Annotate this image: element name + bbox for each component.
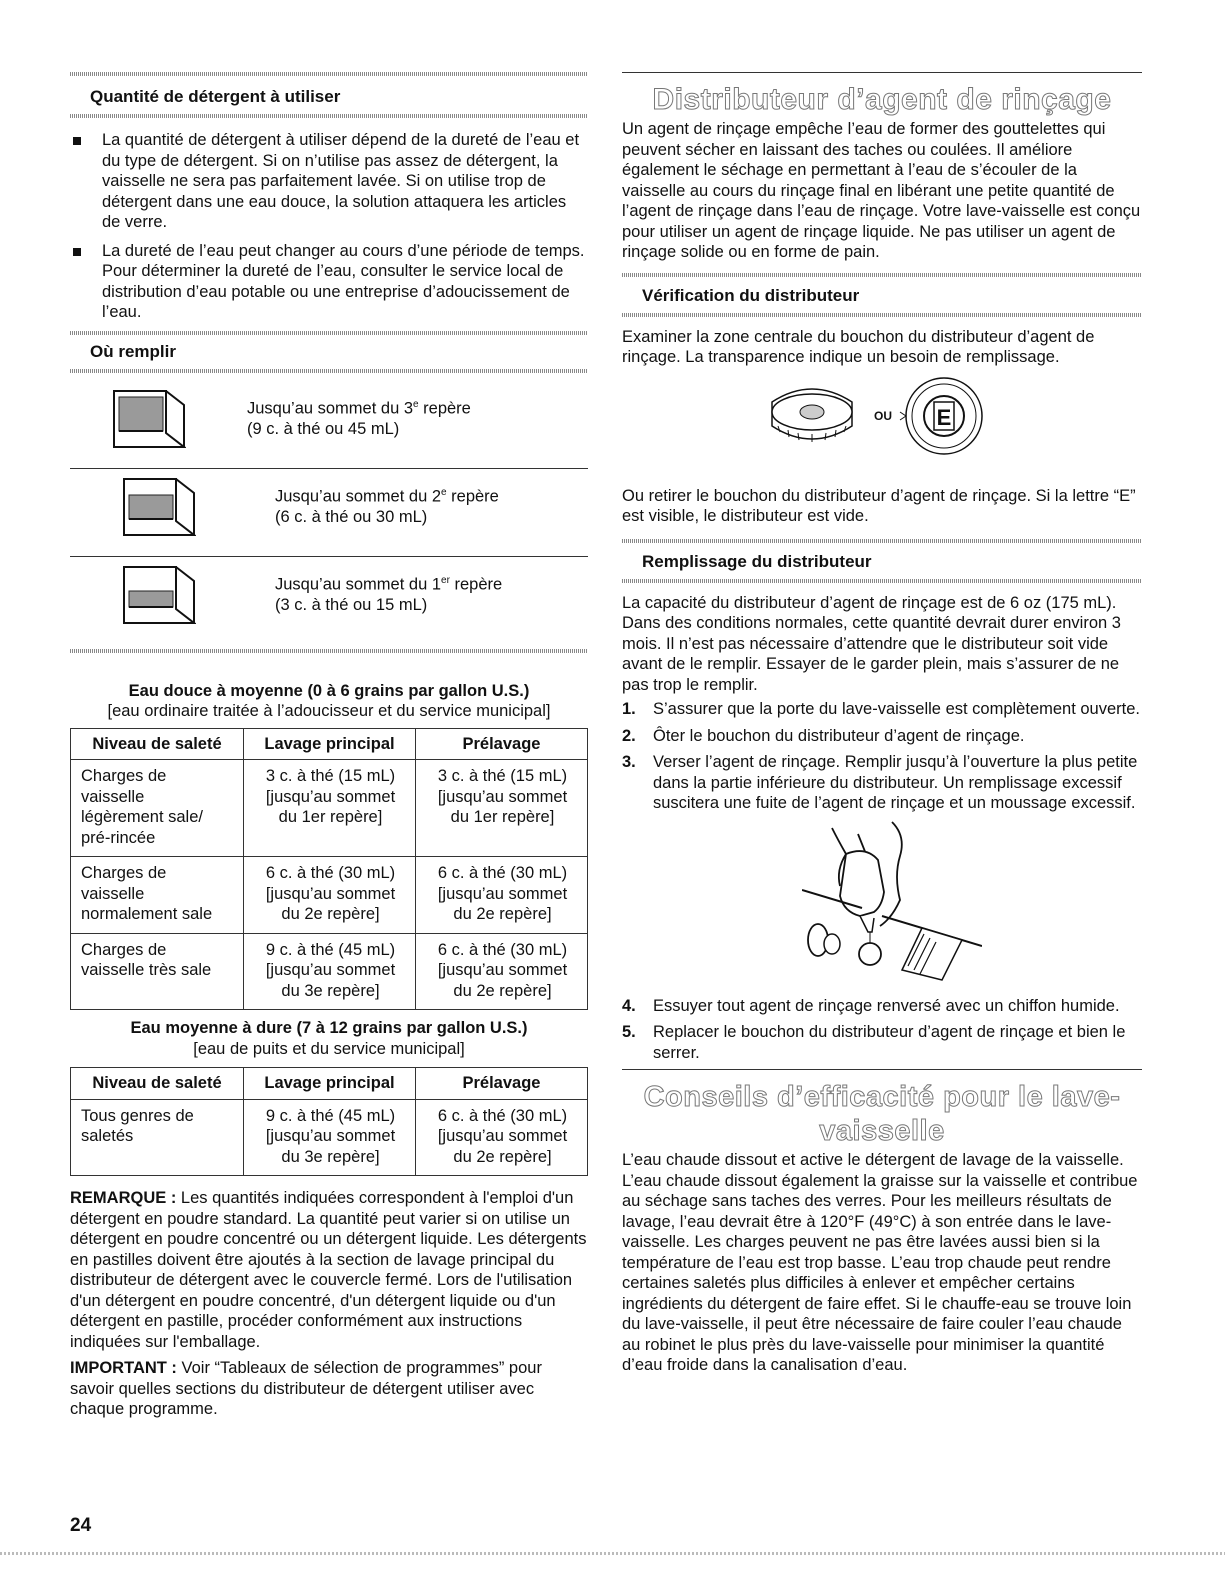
table-cell: 9 c. à thé (45 mL) [jusqu’au sommet du 3e repère] [244, 1099, 416, 1176]
section-rule [622, 1069, 1142, 1070]
or-label: OU [874, 408, 892, 423]
table-cell: 6 c. à thé (30 mL) [jusqu’au sommet du 2e repère] [416, 933, 588, 1010]
table-cell: 6 c. à thé (30 mL) [jusqu’au sommet du 2e repère] [416, 857, 588, 934]
detergent-quantity-heading: Quantité de détergent à utiliser [90, 87, 341, 106]
step-text: Ôter le bouchon du distributeur d’agent de rinçage. [653, 726, 1025, 745]
column-header: Lavage principal [244, 1068, 416, 1100]
fill-level-line-end: repère [418, 399, 471, 417]
cap-indicator-icon [762, 382, 862, 448]
dispenser-check-text: Examiner la zone centrale du bouchon du distributeur d’agent de rinçage. La transparence indique un besoin de remplissage. [622, 327, 1095, 366]
remarque-text: Les quantités indiquées correspondent à l'emploi d'un détergent en poudre standard. La quantité peut varier si on utilise un détergent en poudre concentré ou un détergent liquide. Les détergents en pastilles doivent être ajoutés à la section de lavage principal du distributeur de détergent avec le couvercle fermé. Lors de l'utilisation d'un détergent en poudre concentré, d'un détergent liquide ou d'un détergent en pastille, procéder conformément aux instructions indiquées sur l'emballage. [70, 1189, 587, 1351]
fill-level-row-1 [70, 557, 588, 649]
section-divider [70, 369, 588, 373]
table-cell: 3 c. à thé (15 mL) [jusqu’au sommet du 1er repère] [244, 760, 416, 857]
section-rule [622, 72, 1142, 73]
important-label: IMPORTANT : [70, 1359, 177, 1377]
fill-level-text [275, 483, 595, 528]
table-row [71, 933, 588, 1010]
hard-water-table [70, 1067, 588, 1176]
fill-level-row-2 [70, 469, 588, 557]
column-header: Prélavage [416, 1068, 588, 1100]
step-item [622, 1022, 1142, 1063]
table-header-row [71, 728, 588, 760]
step-item [622, 752, 1142, 814]
fill-steps-list-2 [622, 996, 1142, 1064]
pouring-rinse-aid-icon [802, 820, 982, 988]
section-divider [622, 539, 1142, 543]
soft-water-table-title: Eau douce à moyenne (0 à 6 grains par gallon U.S.) [128, 681, 530, 700]
step-number: 5. [622, 1023, 636, 1041]
step-item [622, 699, 1142, 720]
right-column [622, 0, 1142, 1376]
ordinal-suffix: e [441, 486, 447, 498]
table-header-row [71, 1068, 588, 1100]
step-text: S’assurer que la porte du lave-vaisselle est complètement ouverte. [653, 700, 1140, 718]
efficiency-tips-text: L’eau chaude dissout et active le détergent de lavage de la vaisselle. L’eau chaude dissout également la graisse sur la vaisselle et contribue au séchage sans taches des verres. Pour les meilleurs résultats de lavage, l’eau devrait être à 120°F (49°C) à son entrée dans le lave-vaisselle. Les charges peuvent ne pas être lavées aussi bien si la température de l’eau est trop basse. L’eau trop chaude peut rendre certaines saletés plus difficiles à enlever et empêcher certains ingrédients du détergent de faire effet. Si le chauffe-eau se trouve loin du lave-vaisselle, il peut être nécessaire de faire couler l’eau chaude au robinet le plus près du lave-vaisselle pour minimiser la quantité d’eau froide dans la canalisation d’eau. [622, 1151, 1138, 1374]
section-divider [622, 273, 1142, 277]
page-bottom-rule [0, 1552, 1225, 1555]
step-item [622, 726, 1142, 747]
step-number: 4. [622, 996, 636, 1015]
hard-water-table-subtitle: [eau de puits et du service municipal] [193, 1039, 465, 1058]
fill-level-amount: (9 c. à thé ou 45 mL) [247, 419, 400, 438]
section-divider [622, 313, 1142, 317]
section-divider [70, 114, 588, 118]
column-header: Prélavage [416, 728, 588, 760]
step-text: Essuyer tout agent de rinçage renversé avec un chiffon humide. [653, 996, 1120, 1015]
column-header: Niveau de saleté [71, 1068, 244, 1100]
dispenser-check-text-2: Ou retirer le bouchon du distributeur d’agent de rinçage. Si la lettre “E” est visible, le distributeur est vide. [622, 486, 1136, 525]
hard-water-table-title: Eau moyenne à dure (7 à 12 grains par gallon U.S.) [130, 1019, 528, 1037]
cap-empty-indicator-icon [896, 374, 984, 458]
table-cell: Tous genres de saletés [71, 1099, 244, 1176]
rinse-aid-dispenser-title: Distributeur d’agent de rinçage [652, 83, 1112, 116]
dispenser-check-heading: Vérification du distributeur [642, 285, 860, 305]
detergent-cup-2-icon [120, 475, 196, 539]
fill-level-amount: (3 c. à thé ou 15 mL) [275, 595, 428, 614]
section-divider [70, 649, 588, 653]
table-cell: Charges de vaisselle légèrement sale/ pré-rincée [71, 760, 244, 857]
efficiency-tips-title: Conseils d’efficacité pour le lave-vaisselle [643, 1081, 1121, 1147]
column-header: Niveau de saleté [71, 728, 244, 760]
bullet-item: La quantité de détergent à utiliser dépend de la dureté de l’eau et du type de détergent. Si on n’utilise pas assez de détergent, la vaisselle ne sera pas parfaitement lavée. Si on utilise trop de détergent dans une eau douce, la solution attaquera les articles de verre. [70, 130, 588, 233]
fill-level-line: Jusqu’au sommet du 1 [275, 575, 442, 593]
step-text: Verser l’agent de rinçage. Remplir jusqu’à l’ouverture la plus petite dans la partie inférieure du distributeur. Un remplissage excessif suscitera une fuite de l’agent de rinçage et un moussage excessif. [653, 753, 1138, 812]
important-paragraph [70, 1358, 588, 1420]
rinse-aid-intro: Un agent de rinçage empêche l’eau de former des gouttelettes qui peuvent sécher en laissant des taches ou coulées. Il améliore également le séchage en permettant à l’eau de s’écouler de la vaisselle au cours du rinçage final en libérant une petite quantité de l’agent de rinçage dans l’eau de rinçage. Votre lave-vaisselle est conçu pour utiliser un agent de rinçage liquide. Ne pas utiliser un agent de rinçage solide ou en forme de pain. [622, 120, 1141, 261]
step-number: 1. [622, 700, 636, 718]
detergent-bullet-list [70, 130, 588, 323]
ordinal-suffix: e [413, 398, 419, 410]
table-cell: 3 c. à thé (15 mL) [jusqu’au sommet du 1er repère] [416, 760, 588, 857]
fill-level-line-end: repère [449, 575, 503, 593]
cap-letter: E [936, 404, 952, 430]
step-text: Replacer le bouchon du distributeur d’agent de rinçage et bien le serrer. [653, 1023, 1126, 1062]
fill-level-row-3 [70, 381, 588, 469]
left-column [70, 0, 588, 1420]
section-divider [622, 579, 1142, 583]
soft-water-table-subtitle: [eau ordinaire traitée à l’adoucisseur et du service municipal] [107, 702, 551, 720]
dispenser-cap-figure [622, 374, 1142, 472]
step-number: 3. [622, 753, 636, 771]
table-cell: Charges de vaisselle normalement sale [71, 857, 244, 934]
step-item [622, 996, 1142, 1017]
where-to-fill-heading: Où remplir [90, 341, 176, 361]
section-divider [70, 72, 588, 76]
step-number: 2. [622, 726, 636, 745]
fill-level-line-end: repère [446, 487, 499, 505]
table-row [71, 760, 588, 857]
soft-water-table [70, 728, 588, 1011]
fill-level-amount: (6 c. à thé ou 30 mL) [275, 507, 428, 526]
pouring-illustration [622, 820, 1142, 990]
table-cell: 9 c. à thé (45 mL) [jusqu’au sommet du 3e repère] [244, 933, 416, 1010]
ordinal-suffix: er [441, 574, 450, 586]
remarque-label: REMARQUE : [70, 1189, 177, 1207]
remarque-paragraph [70, 1188, 588, 1352]
table-row [71, 1099, 588, 1176]
fill-level-text [275, 571, 595, 616]
detergent-cup-1-icon [120, 563, 196, 627]
table-cell: Charges de vaisselle très sale [71, 933, 244, 1010]
bullet-item: La dureté de l’eau peut changer au cours d’une période de temps. Pour déterminer la dureté de l’eau, consulter le service local de distribution d’eau potable ou une entreprise d’adoucissement de l’eau. [70, 241, 588, 323]
fill-level-line: Jusqu’au sommet du 3 [247, 399, 414, 417]
fill-level-text [247, 395, 567, 440]
important-text: Voir “Tableaux de sélection de programmes” pour savoir quelles sections du distributeur de détergent utiliser avec chaque programme. [70, 1359, 542, 1418]
table-cell: 6 c. à thé (30 mL) [jusqu’au sommet du 2e repère] [244, 857, 416, 934]
section-divider [70, 331, 588, 335]
table-row [71, 857, 588, 934]
fill-level-line: Jusqu’au sommet du 2 [275, 487, 442, 505]
detergent-cup-3-icon [110, 387, 186, 451]
column-header: Lavage principal [244, 728, 416, 760]
fill-steps-list [622, 699, 1142, 814]
dispenser-fill-text: La capacité du distributeur d’agent de rinçage est de 6 oz (175 mL). Dans des conditions normales, cette quantité devrait durer environ 3 mois. Il n’est pas nécessaire d’attendre que le distributeur soit vide avant de le remplir. Essayer de le garder plein, mais s’assurer de ne pas trop le remplir. [622, 593, 1121, 694]
table-cell: 6 c. à thé (30 mL) [jusqu’au sommet du 2e repère] [416, 1099, 588, 1176]
page-number: 24 [70, 1515, 92, 1536]
dispenser-fill-heading: Remplissage du distributeur [642, 551, 872, 571]
